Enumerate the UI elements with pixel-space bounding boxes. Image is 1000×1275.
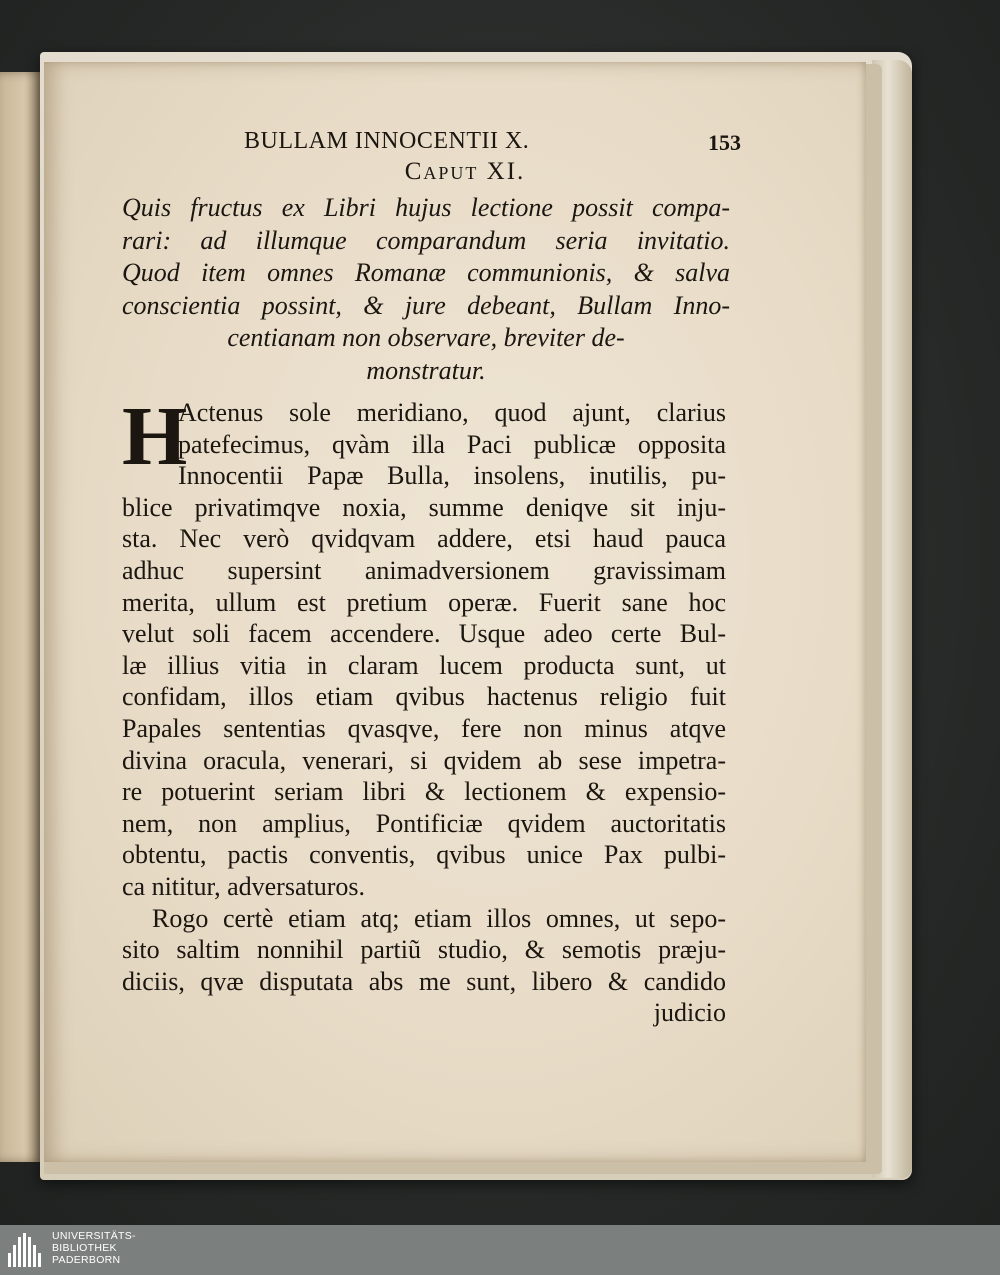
book-page (44, 62, 866, 1162)
summary-line: rari: ad illumque comparandum seria invitatio. (122, 225, 730, 255)
library-name-line: PADERBORN (52, 1254, 121, 1266)
body-line: divina oracula, venerari, si qvidem ab sese impetra- (122, 745, 726, 775)
drop-initial: H (122, 390, 188, 483)
body-line: blice privatimqve noxia, summe deniqve sit inju- (122, 492, 726, 522)
body-line: nem, non amplius, Pontificiæ qvidem auctoritatis (122, 808, 726, 838)
body-line: diciis, qvæ disputata abs me sunt, libero & candido (122, 966, 726, 996)
body-text (122, 390, 726, 1029)
body-line: confidam, illos etiam qvibus hactenus religio fuit (122, 682, 726, 712)
library-name (52, 1230, 136, 1266)
chapter-summary (122, 192, 730, 387)
body-line: Papales sententias qvasqve, fere non minus atqve (122, 713, 726, 743)
body-line: sta. Nec verò qvidqvam addere, etsi haud pauca (122, 524, 726, 554)
library-logo-icon (8, 1233, 44, 1267)
summary-line: monstratur. (366, 355, 486, 385)
page-number: 153 (708, 130, 741, 155)
body-line: ca nititur, adversaturos. (122, 871, 365, 901)
library-name-line: BIBLIOTHEK (52, 1242, 117, 1254)
body-line: adhuc supersint animadversionem gravissimam (122, 555, 726, 585)
body-line: merita, ullum est pretium operæ. Fuerit sane hoc (122, 587, 726, 617)
summary-line: conscientia possint, & jure debeant, Bullam Inno- (122, 290, 730, 320)
library-footer (0, 1225, 1000, 1275)
summary-line: Quis fructus ex Libri hujus lectione possit compa- (122, 193, 730, 222)
body-line: re potuerint seriam libri & lectionem & expensio- (122, 777, 726, 807)
chapter-heading: Caput XI. (404, 158, 526, 185)
body-line: velut soli facem accendere. Usque adeo certe Bul- (122, 619, 726, 649)
body-line: Innocentii Papæ Bulla, insolens, inutilis, pu- (178, 461, 726, 491)
body-line: Actenus sole meridiano, quod ajunt, clarius (178, 398, 726, 427)
catchword: judicio (653, 998, 726, 1028)
body-line: læ illius vitia in claram lucem producta sunt, ut (122, 650, 726, 680)
previous-page-edge (0, 72, 44, 1162)
body-line: sito saltim nonnihil partiũ studio, & semotis præju- (122, 935, 726, 965)
summary-line: centianam non observare, breviter de- (227, 323, 625, 352)
library-name-line: UNIVERSITÄTS- (52, 1230, 136, 1242)
body-line: obtentu, pactis conventis, qvibus unice Pax pulbi- (122, 840, 726, 870)
page-header (244, 128, 764, 158)
running-head: BULLAM INNOCENTII X. (244, 128, 530, 154)
summary-line: Quod item omnes Romanæ communionis, & salva (122, 258, 730, 287)
body-line: Rogo certè etiam atq; etiam illos omnes, ut sepo- (152, 903, 726, 933)
body-line: patefecimus, qvàm illa Paci publicæ opposita (178, 429, 726, 459)
